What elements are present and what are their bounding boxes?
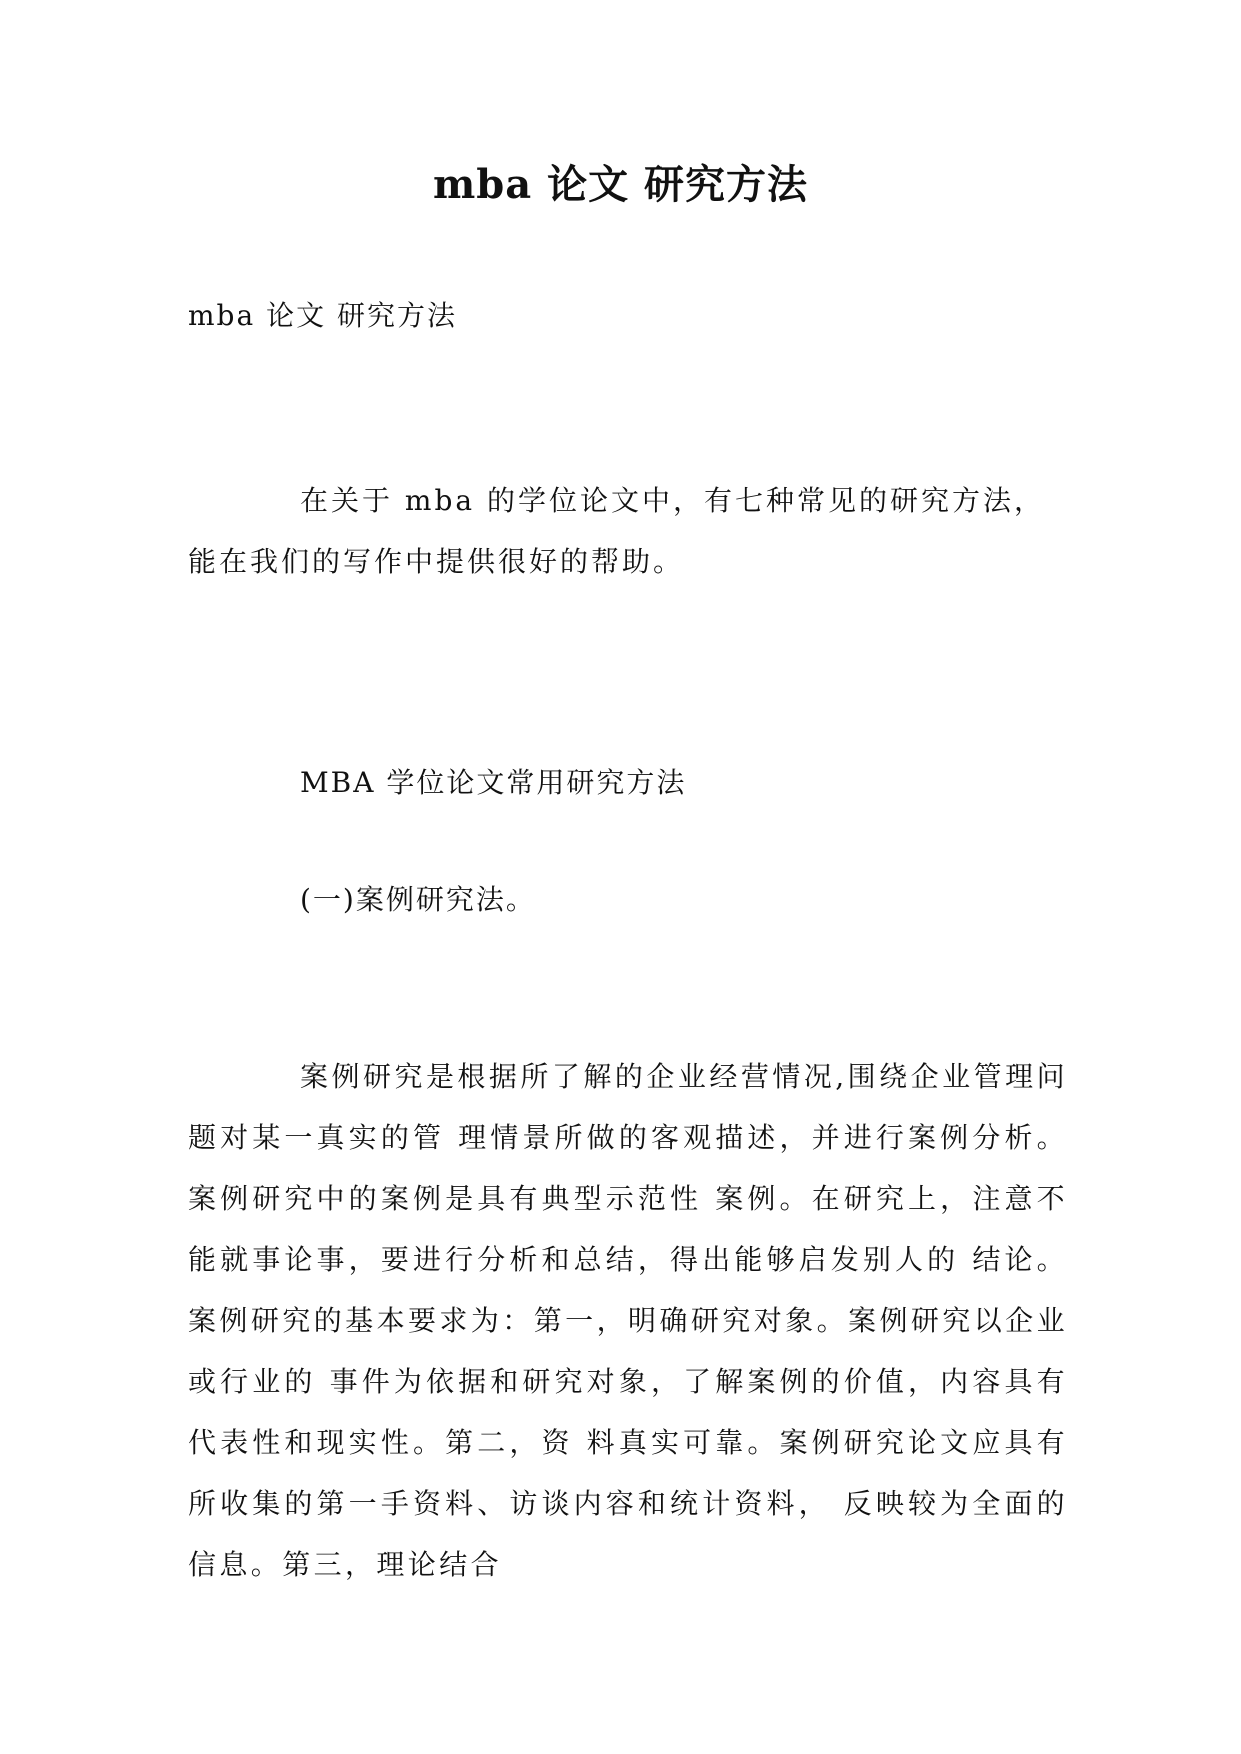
- section-heading: MBA 学位论文常用研究方法: [300, 766, 687, 799]
- body-paragraph: 案例研究是根据所了解的企业经营情况,围绕企业管理问题对某一真实的管 理情景所做的客观描述，并进行案例分析。案例研究中的案例是具有典型示范性 案例。在研究上，注意不能就事论事，要进行分析和总结，得出能够启发别人的 结论。案例研究的基本要求为：第一，明确研究对象。案例研究以企业或行业的 事件为依据和研究对象，了解案例的价值，内容具有代表性和现实性。第二，资 料真实可靠。案例研究论文应具有所收集的第一手资料、访谈内容和统计资料， 反映较为全面的信息。第三，理论结合: [188, 1060, 1068, 1581]
- document-title: mba 论文 研究方法: [432, 161, 809, 208]
- document-subtitle: mba 论文 研究方法: [188, 299, 457, 332]
- intro-paragraph: 在关于 mba 的学位论文中，有七种常见的研究方法，能在我们的写作中提供很好的帮助。: [188, 484, 1045, 578]
- subsection-heading: (一)案例研究法。: [300, 883, 536, 916]
